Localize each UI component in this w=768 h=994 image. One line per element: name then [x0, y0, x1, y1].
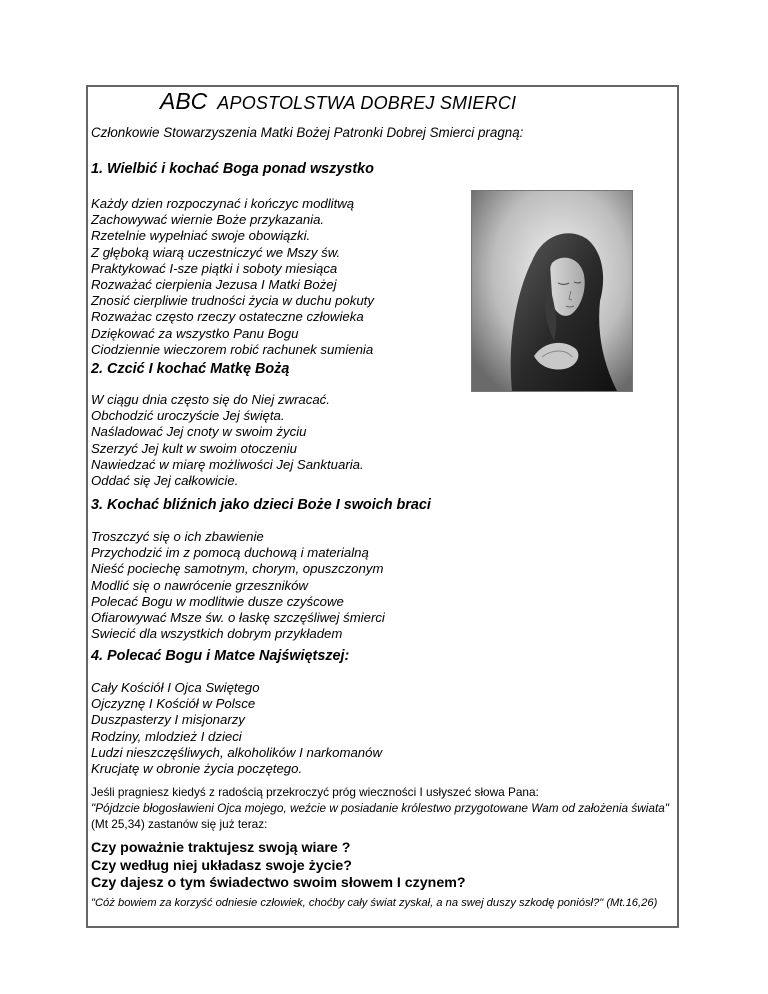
- list-item: Ludzi nieszczęśliwych, alkoholików I narkomanów: [91, 744, 382, 760]
- list-item: Przychodzić im z pomocą duchową i materialną: [91, 545, 369, 561]
- question-item: Czy dajesz o tym świadectwo swoim słowem I czynem?: [91, 875, 466, 891]
- list-item: Krucjatę w obronie życia poczętego.: [91, 761, 303, 777]
- section-2-heading: 2. Czcić I kochać Matkę Bożą: [91, 361, 290, 377]
- list-item: Troszczyć się o ich zbawienie: [91, 529, 264, 544]
- list-item: Oddać się Jej całkowicie.: [91, 473, 239, 489]
- list-item: Ciodziennie wieczorem robić rachunek sumienia: [91, 341, 374, 357]
- list-item: Znosić cierpliwie trudności życia w duchu pokuty: [91, 293, 374, 309]
- list-item: Modlić się o nawrócenie grzeszników: [91, 577, 308, 593]
- list-item: Z głęboką wiarą uczestniczyć we Mszy św.: [91, 244, 341, 260]
- title-abc: ABC: [160, 88, 208, 114]
- closing-reference: (Mt 25,34) zastanów się już teraz:: [91, 817, 268, 831]
- section-3-list: [91, 529, 385, 642]
- list-item: Duszpasterzy I misjonarzy: [91, 712, 245, 728]
- questions-list: [91, 840, 466, 893]
- list-item: Rzetelnie wypełniać swoje obowiązki.: [91, 228, 311, 244]
- list-item: Rodziny, mlodzież I dzieci: [91, 728, 242, 744]
- question-item: Czy według niej układasz swoje życie?: [91, 857, 352, 874]
- section-4-heading: 4. Polecać Bogu i Matce Najświętszej:: [91, 648, 350, 664]
- section-1-list: [91, 196, 374, 358]
- page-title: [160, 88, 516, 115]
- section-2-list: [91, 392, 364, 489]
- closing-paragraph: [91, 784, 671, 832]
- section-3-heading: 3. Kochać bliźnich jako dzieci Boże I swoich braci: [91, 497, 431, 513]
- list-item: Rozważać cierpienia Jezusa I Matki Bożej: [91, 277, 337, 293]
- list-item: Ojczyznę I Kościół w Polsce: [91, 696, 256, 712]
- madonna-image: [471, 190, 633, 392]
- final-quote: "Cóż bowiem za korzyść odniesie człowiek, choćby cały świat zyskał, a na swej duszy szkodę poniósł?" (Mt.16,26): [91, 897, 658, 909]
- section-4-list: [91, 680, 382, 777]
- list-item: W ciągu dnia często się do Niej zwracać.: [91, 392, 330, 407]
- list-item: Nawiedzać w miarę możliwości Jej Sanktuaria.: [91, 456, 364, 472]
- list-item: Każdy dzien rozpoczynać i kończyc modlitwą: [91, 196, 355, 211]
- intro-text: Członkowie Stowarzyszenia Matki Bożej Patronki Dobrej Smierci pragną:: [91, 125, 524, 140]
- list-item: Rozważac często rzeczy ostateczne człowieka: [91, 309, 364, 325]
- list-item: Polecać Bogu w modlitwie dusze czyścowe: [91, 593, 344, 609]
- closing-quote: "Pójdzcie błogosławieni Ojca mojego, weźcie w posiadanie królestwo przygotowane Wam od założenia świata": [91, 801, 669, 815]
- list-item: Szerzyć Jej kult w swoim otoczeniu: [91, 440, 297, 456]
- list-item: Obchodzić uroczyście Jej święta.: [91, 408, 285, 424]
- list-item: Nieść pociechę samotnym, chorym, opuszczonym: [91, 561, 384, 577]
- list-item: Cały Kościół I Ojca Swiętego: [91, 680, 260, 695]
- closing-line: Jeśli pragniesz kiedyś z radością przekroczyć próg wieczności I usłyszeć słowa Pana:: [91, 785, 539, 799]
- list-item: Swiecić dla wszystkich dobrym przykładem: [91, 626, 343, 642]
- question-item: Czy poważnie traktujesz swoją wiare ?: [91, 840, 351, 856]
- title-rest: APOSTOLSTWA DOBREJ SMIERCI: [217, 93, 517, 113]
- section-1-heading: 1. Wielbić i kochać Boga ponad wszystko: [91, 161, 374, 177]
- list-item: Dziękować za wszystko Panu Bogu: [91, 325, 299, 341]
- list-item: Ofiarowywać Msze św. o łaskę szczęśliwej śmierci: [91, 610, 385, 626]
- list-item: Zachowywać wiernie Boże przykazania.: [91, 212, 325, 228]
- list-item: Praktykować I-sze piątki i soboty miesiąca: [91, 260, 338, 276]
- list-item: Naśladować Jej cnoty w swoim życiu: [91, 424, 307, 440]
- madonna-illustration: [472, 191, 632, 391]
